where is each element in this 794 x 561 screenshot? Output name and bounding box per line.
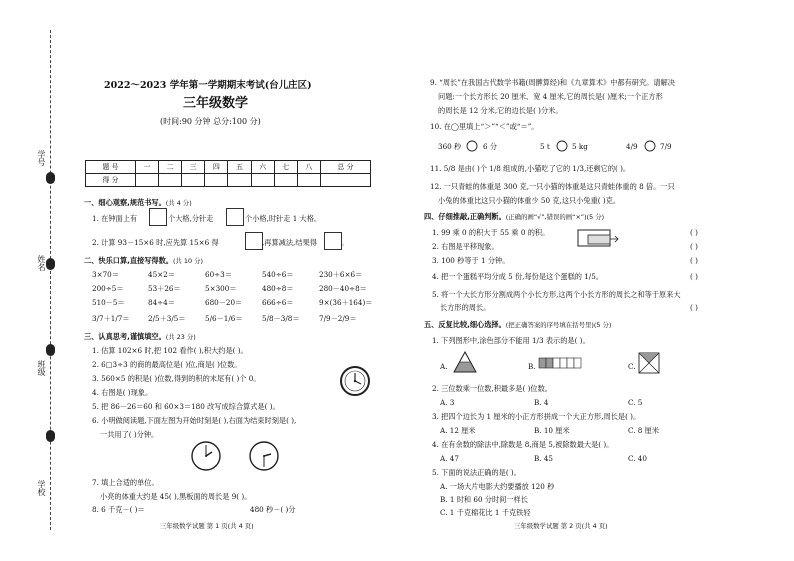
judge-5b: 长方形的周长。 xyxy=(440,303,491,312)
answer-box[interactable] xyxy=(149,208,167,226)
mental-math-item: 2/5＋3/5＝ xyxy=(148,314,186,323)
choice-2-option-c[interactable]: C. 5 xyxy=(628,398,643,407)
score-cell[interactable] xyxy=(135,174,158,187)
score-cell[interactable] xyxy=(274,174,297,187)
q3-1: 1. 估算 102×6 时,把 102 看作( ),积大约是( )。 xyxy=(92,346,248,355)
mental-math-item: 666÷6＝ xyxy=(262,298,294,307)
mental-math-item: 510－5＝ xyxy=(92,298,125,307)
clock-center xyxy=(263,455,265,457)
mental-math-item: 480÷8＝ xyxy=(262,284,294,293)
choice-4-option-a[interactable]: A. 47 xyxy=(440,454,459,463)
score-cell[interactable] xyxy=(205,174,228,187)
mental-math-item: 680－20＝ xyxy=(205,298,243,307)
score-cell[interactable] xyxy=(251,174,274,187)
score-header-cell: 四 xyxy=(205,161,228,174)
section-1-title: 一、细心观察,规范书写。(共 4 分) xyxy=(84,198,192,207)
choice-3-option-c[interactable]: C. 8 厘米 xyxy=(628,426,660,435)
shaded-strip-figure xyxy=(538,356,582,370)
mental-math-item: 3×70＝ xyxy=(92,270,119,279)
judge-answer-paren[interactable]: ( ) xyxy=(690,242,698,251)
shaded-square-figure xyxy=(638,352,660,374)
mental-math-item: 230＋6×6＝ xyxy=(319,270,363,279)
q3-8b: 480 秒－( )分 xyxy=(250,505,296,514)
section-3-title: 三、认真思考,谨慎填空。(共 23 分) xyxy=(84,332,196,341)
hour-hand xyxy=(206,452,212,456)
end-time-clock xyxy=(248,440,280,472)
score-table xyxy=(85,160,371,187)
q9b: 问题:一个长方形长 20 厘米、宽 4 厘米,它的周长是( )厘米;一个正方形 xyxy=(438,92,663,101)
judge-5a: 5. 将一个大长方形分割成两个小长方形,这两个小长方形的周长之和等于原来大 xyxy=(432,290,681,299)
clock-center xyxy=(354,380,356,382)
compare-circle[interactable] xyxy=(466,140,478,152)
q3-5: 5. 把 86－26＝60 和 60×3＝180 改写成综合算式是( )。 xyxy=(92,402,280,411)
score-header-cell: 总 分 xyxy=(321,161,371,174)
choice-1-option-a[interactable]: A. xyxy=(440,362,448,371)
score-header-cell: 三 xyxy=(182,161,205,174)
q11: 11. 5/8 是由( )个 1/8 组成的,小猫吃了它的 1/3,还剩它的( )。 xyxy=(430,164,631,173)
mental-math-item: 5×300＝ xyxy=(205,284,237,293)
choice-2: 2. 三位数乘一位数,积最多是( )位数。 xyxy=(432,384,552,393)
score-cell[interactable] xyxy=(182,174,205,187)
score-header-cell: 五 xyxy=(228,161,251,174)
choice-4-option-c[interactable]: C. 40 xyxy=(628,454,647,463)
q10-c-right: 7/9 xyxy=(660,142,672,151)
q1-1-text-b: 个大格,分针走 xyxy=(168,214,214,223)
mental-math-item: 280－40÷8＝ xyxy=(319,284,367,293)
choice-1-option-c[interactable]: C. xyxy=(628,362,636,371)
q3-4: 4. 右图是( )现象。 xyxy=(92,388,153,397)
q9a: 9. “周长”在我国古代数学书籍(周髀算经)和《九章算术》中都有研究。请解决 xyxy=(430,78,675,87)
mental-math-item: 9×(36＋164)＝ xyxy=(319,298,373,307)
page-footer-2: 三年级数学试题 第 2 页(共 4 页) xyxy=(514,522,608,530)
score-header-cell: 八 xyxy=(297,161,320,174)
score-cell[interactable] xyxy=(297,174,320,187)
subject-title: 三年级数学 xyxy=(183,96,249,111)
q9c: 的周长是 12 分米,它的边长是( )分米。 xyxy=(438,106,563,115)
judge-answer-paren[interactable]: ( ) xyxy=(690,256,698,265)
choice-5-option-a[interactable]: A. 一场大片电影大约要播放 120 秒 xyxy=(440,482,555,491)
section-4-title: 四、仔细推敲,正确判断。(正确的画“√”,错误的画“×”)(5 分) xyxy=(424,212,605,221)
q10: 10. 在◯里填上“＞”“＜”或“＝”。 xyxy=(430,122,539,131)
q3-7a: 小亮的体重大约是 45( ),黑板面的周长是 9( )。 xyxy=(100,492,252,501)
side-label-student-no: 学号 xyxy=(37,150,46,166)
q3-3: 3. 560×5 的积是( )位数,得到的积的末尾有( )个 0。 xyxy=(92,374,261,383)
section-5-title: 五、反复比较,细心选择。(把正确答案的序号填在括号里)(5 分) xyxy=(424,320,612,329)
binding-hole-1 xyxy=(46,172,55,184)
mental-math-item: 45×2＝ xyxy=(148,270,175,279)
compare-circle[interactable] xyxy=(556,140,568,152)
score-header-cell: 一 xyxy=(135,161,158,174)
hour-hand xyxy=(264,454,271,456)
rotation-clock-figure xyxy=(338,364,372,398)
score-header-cell: 题 号 xyxy=(86,161,136,174)
answer-box[interactable] xyxy=(245,232,263,250)
judge-1: 1. 99 乘 0 的积大于 55 乘 0 的积。 xyxy=(432,228,550,237)
choice-1-option-b[interactable]: B. xyxy=(528,362,536,371)
mental-math-item: 53＋26＝ xyxy=(148,284,181,293)
choice-3: 3. 把四个边长为 1 厘米的小正方形拼成一个大正方形,周长是( )。 xyxy=(432,412,641,421)
drawer-figure xyxy=(574,226,620,250)
score-header-cell: 六 xyxy=(251,161,274,174)
q1-1-text-a: 1. 在钟面上有 xyxy=(92,214,138,223)
q1-2-text-c: 。 xyxy=(341,238,349,247)
score-header-cell: 七 xyxy=(274,161,297,174)
choice-4-option-b[interactable]: B. 45 xyxy=(534,454,553,463)
judge-4: 4. 把一个蛋糕平均分成 5 份,每份是这个蛋糕的 1/5。 xyxy=(432,272,603,281)
binding-hole-3 xyxy=(46,344,55,356)
choice-5: 5. 下面的说法正确的是( )。 xyxy=(432,468,521,477)
exam-info: (时间:90 分钟 总分:100 分) xyxy=(160,117,261,126)
side-label-school: 学校 xyxy=(37,480,46,496)
q12a: 12. 一只青蛙的体重是 300 克,一只小猫的体重是这只青蛙体重的 8 倍。一只 xyxy=(430,182,675,191)
choice-2-option-a[interactable]: A. 3 xyxy=(440,398,455,407)
judge-2: 2. 右图是平移现象。 xyxy=(432,242,499,251)
choice-5-option-b[interactable]: B. 1 时和 60 分时间一样长 xyxy=(440,495,528,504)
judge-3: 3. 100 秒等于 1 分钟。 xyxy=(432,256,510,265)
mental-math-item: 5/6－1/6＝ xyxy=(205,314,243,323)
q3-6b: 一共用了( )分钟。 xyxy=(100,430,159,439)
answer-box[interactable] xyxy=(226,208,244,226)
exam-title: 2022～2023 学年第一学期期末考试(台儿庄区) xyxy=(104,80,312,91)
judge-answer-paren[interactable]: ( ) xyxy=(690,228,698,237)
q1-2-text-a: 2. 计算 93－15×6 时,应先算 15×6 得 xyxy=(92,238,219,247)
choice-3-option-a[interactable]: A. 12 厘米 xyxy=(440,426,476,435)
mental-math-item: 540÷6＝ xyxy=(262,270,294,279)
side-label-class: 班级 xyxy=(37,360,46,376)
choice-1: 1. 下列图形中,涂色部分不能用 1/3 表示的是( )。 xyxy=(432,336,590,345)
q10-c-left: 4/9 xyxy=(626,142,638,151)
page-footer-1: 三年级数学试题 第 1 页(共 4 页) xyxy=(160,522,254,530)
shaded-triangle-figure xyxy=(452,350,478,374)
q10-b-right: 5 kg xyxy=(572,142,588,151)
q10-a-right: 6 分 xyxy=(483,142,498,151)
q12b: 小兔的体重比这只小猫的体重少 50 克,这只小兔重( )克。 xyxy=(438,196,621,205)
choice-3-option-b[interactable]: B. 10 厘米 xyxy=(534,426,570,435)
mental-math-item: 60÷3＝ xyxy=(205,270,232,279)
q3-8: 8. 6 千克－( )＝ xyxy=(92,505,145,514)
choice-4: 4. 在有余数的除法中,除数是 8,商是 5,被除数最大是( )。 xyxy=(432,440,614,449)
q3-7: 7. 填上合适的单位。 xyxy=(92,478,159,487)
q10-b-left: 5 t xyxy=(540,142,550,151)
q3-6a: 6. 小明做阅读题,下面左图为开始时刻是( ),右面为结束时刻是( ), xyxy=(92,416,297,425)
clock-center xyxy=(205,455,207,457)
mental-math-item: 5/8－3/8＝ xyxy=(262,314,300,323)
binding-hole-4 xyxy=(46,430,55,442)
score-cell[interactable] xyxy=(159,174,182,187)
judge-answer-paren[interactable]: ( ) xyxy=(690,303,698,312)
mental-math-item: 7/9－2/9＝ xyxy=(319,314,357,323)
mental-math-item: 200÷5＝ xyxy=(92,284,124,293)
q1-2-text-b: ,再算减法,结果得 xyxy=(262,238,317,247)
side-label-name: 姓名 xyxy=(37,255,46,271)
compare-circle[interactable] xyxy=(644,140,656,152)
choice-5-option-c[interactable]: C. 1 千克棉花比 1 千克铁轻 xyxy=(440,508,531,517)
start-time-clock xyxy=(190,440,222,472)
q10-a-left: 360 秒 xyxy=(438,142,462,151)
mental-math-item: 84÷4＝ xyxy=(148,298,175,307)
choice-2-option-b[interactable]: B. 4 xyxy=(534,398,549,407)
score-header-cell: 二 xyxy=(159,161,182,174)
judge-answer-paren[interactable]: ( ) xyxy=(690,272,698,281)
score-row-label: 得 分 xyxy=(86,174,136,187)
answer-box[interactable] xyxy=(324,232,342,250)
binding-hole-2 xyxy=(46,258,55,270)
q3-2: 2. 6□3÷3 的商的最高位是( )位,商是( )位数。 xyxy=(92,360,242,369)
mental-math-item: 3/7＋1/7＝ xyxy=(92,314,130,323)
section-2-title: 二、快乐口算,直接写得数。(共 10 分) xyxy=(84,256,203,265)
score-cell[interactable] xyxy=(228,174,251,187)
q1-1-text-c: 个小格,时针走 1 大格。 xyxy=(245,214,322,223)
score-cell[interactable] xyxy=(321,174,371,187)
binding-line xyxy=(50,30,51,530)
